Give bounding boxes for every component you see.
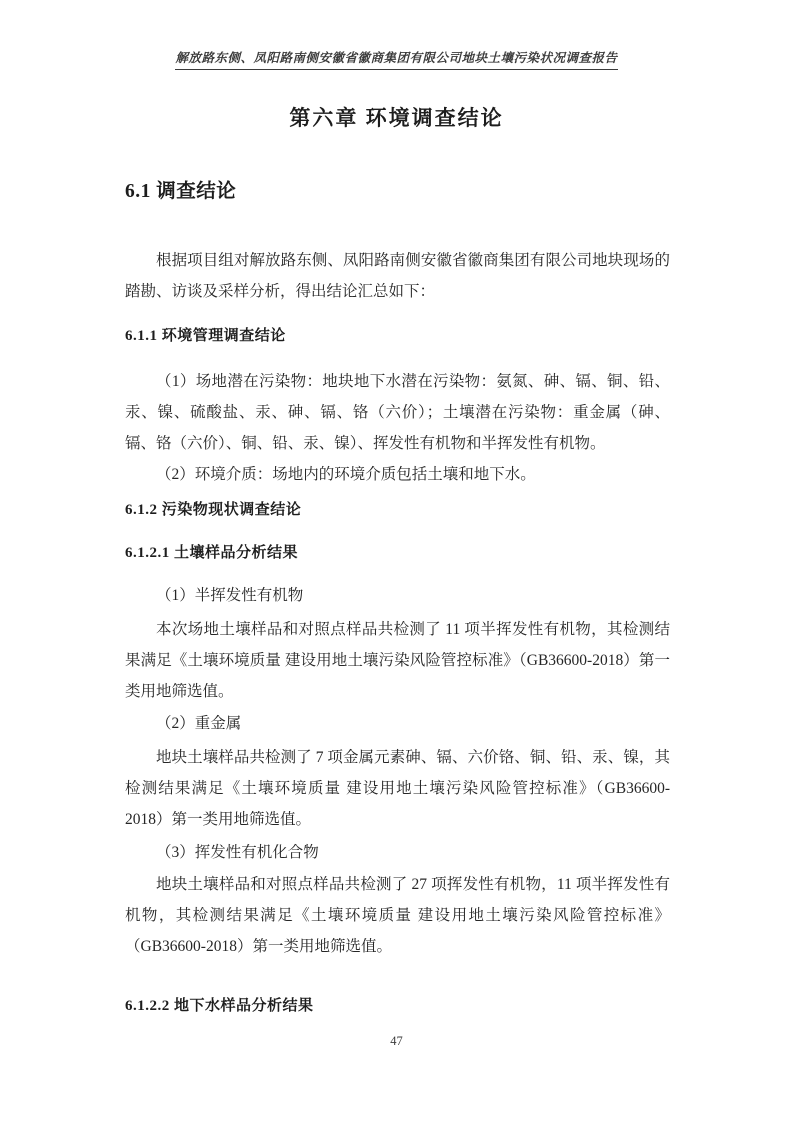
item-title-voc: （3）挥发性有机化合物 [156, 844, 319, 861]
section-heading-6-1-1: 6.1.1 环境管理调查结论 [125, 328, 286, 344]
item-title-svoc: （1）半挥发性有机物 [156, 587, 304, 604]
section-heading-6-1-2-2: 6.1.2.2 地下水样品分析结果 [125, 998, 314, 1014]
paragraph-heavy-metals-result: 地块土壤样品共检测了 7 项金属元素砷、镉、六价铬、铜、铅、汞、镍，其检测结果满足《土壤环境质量 建设用地土壤污染风险管控标准》（GB36600-2018）第一类用地筛选值。 [125, 749, 670, 828]
paragraph-voc-result: 地块土壤样品和对照点样品共检测了 27 项挥发性有机物，11 项半挥发性有机物，其检测结果满足《土壤环境质量 建设用地土壤污染风险管控标准》（GB36600-2018）第一类用地筛选值。 [125, 876, 670, 955]
section-heading-6-1-2: 6.1.2 污染物现状调查结论 [125, 502, 302, 518]
chapter-title: 第六章 环境调查结论 [289, 106, 504, 130]
paragraph-potential-pollutants: （1）场地潜在污染物：地块地下水潜在污染物：氨氮、砷、镉、铜、铅、汞、镍、硫酸盐、汞、砷、镉、铬（六价）；土壤潜在污染物：重金属（砷、镉、铬（六价）、铜、铅、汞、镍）、挥发性有机物和半挥发性有机物。 [125, 373, 670, 452]
page-number: 47 [390, 1034, 403, 1048]
paragraph-svoc-result: 本次场地土壤样品和对照点样品共检测了 11 项半挥发性有机物，其检测结果满足《土壤环境质量 建设用地土壤污染风险管控标准》（GB36600-2018）第一类用地筛选值。 [125, 621, 670, 700]
section-heading-6-1: 6.1 调查结论 [125, 181, 237, 202]
running-header-title: 解放路东侧、凤阳路南侧安徽省徽商集团有限公司地块土壤污染状况调查报告 [175, 48, 617, 70]
section-heading-6-1-2-1: 6.1.2.1 土壤样品分析结果 [125, 545, 299, 561]
item-title-heavy-metals: （2）重金属 [156, 715, 242, 732]
page-header [0, 48, 793, 70]
paragraph-intro: 根据项目组对解放路东侧、凤阳路南侧安徽省徽商集团有限公司地块现场的踏勘、访谈及采样分析，得出结论汇总如下： [125, 252, 670, 300]
paragraph-environment-media: （2）环境介质：场地内的环境介质包括土壤和地下水。 [156, 466, 536, 483]
